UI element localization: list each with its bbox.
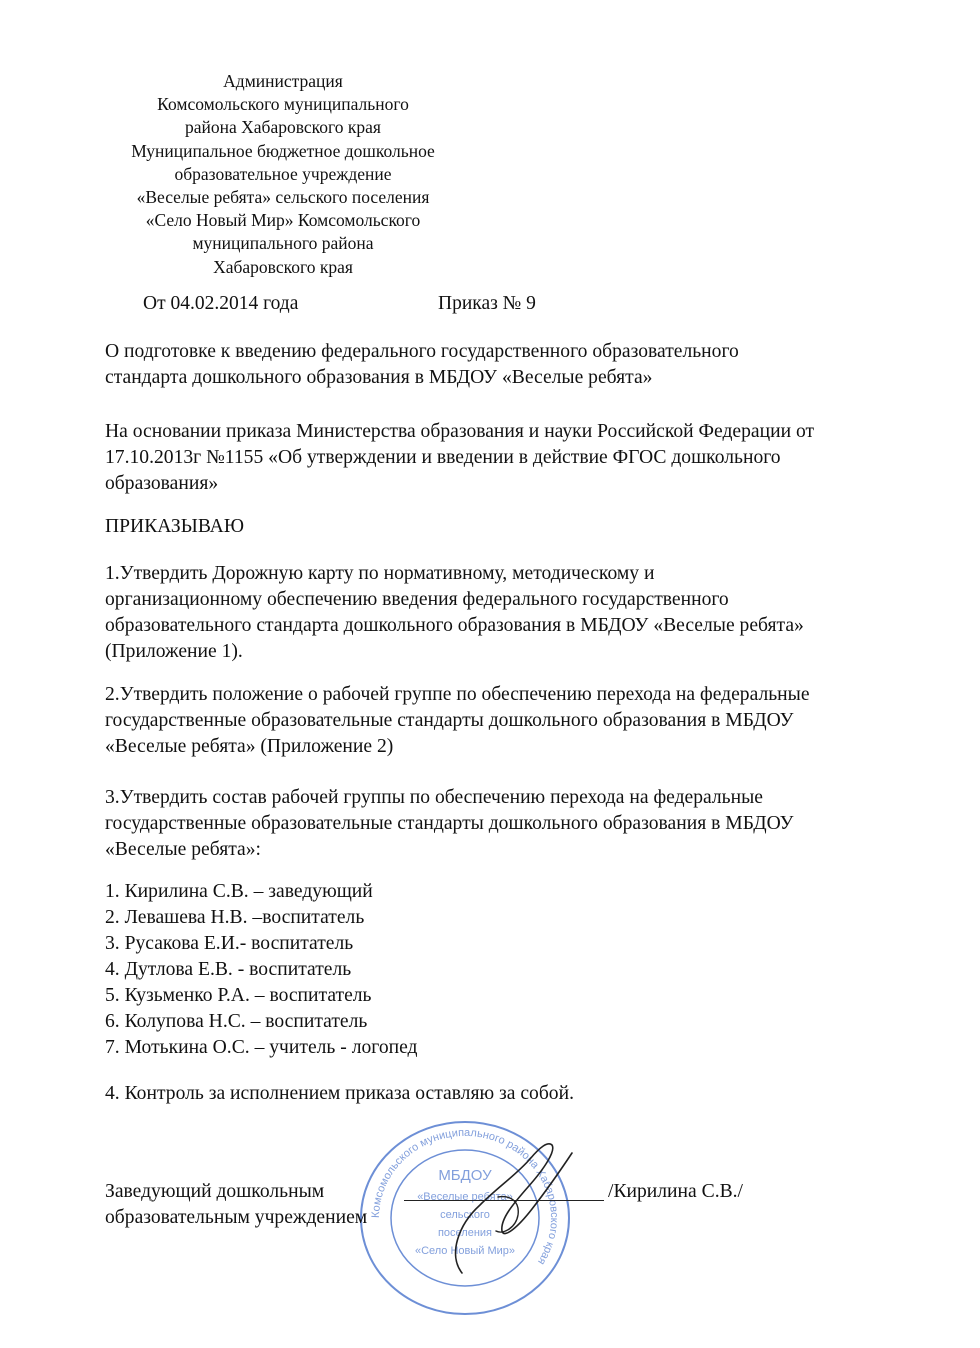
header-line: образовательное учреждение <box>174 163 392 184</box>
list-item: 2. Левашева Н.В. –воспитатель <box>105 907 365 928</box>
order-basis <box>105 419 925 497</box>
stamp-inner-line: МБДОУ <box>438 1167 492 1184</box>
list-item: 1. Кирилина С.В. – заведующий <box>105 881 373 902</box>
stamp-inner-line: поселения <box>437 1227 493 1239</box>
item-line: 1.Утвердить Дорожную карту по нормативному, методическому и <box>105 563 655 584</box>
header-line: Муниципальное бюджетное дошкольное <box>131 140 435 161</box>
subject-line: О подготовке к введению федерального государственного образовательного <box>105 341 739 362</box>
header-line: «Веселые ребята» сельского поселения <box>136 187 430 208</box>
list-item: 7. Мотькина О.С. – учитель - логопед <box>105 1037 418 1058</box>
order-date: От 04.02.2014 года <box>143 293 299 314</box>
item-line: образовательного стандарта дошкольного образования в МБДОУ «Веселые ребята» <box>105 615 804 636</box>
signatory-position <box>105 1179 367 1231</box>
list-item: 6. Колупова Н.С. – воспитатель <box>105 1011 368 1032</box>
header-line: Администрация <box>223 71 343 91</box>
item-line: государственные образовательные стандарты дошкольного образования в МБДОУ <box>105 710 794 731</box>
order-item-1 <box>105 561 925 665</box>
position-line: образовательным учреждением <box>105 1207 368 1228</box>
item-line: государственные образовательные стандарты дошкольного образования в МБДОУ <box>105 813 794 834</box>
item-line: 3.Утвердить состав рабочей группы по обеспечению перехода на федеральные <box>105 787 763 808</box>
order-word: ПРИКАЗЫВАЮ <box>105 516 244 537</box>
header-line: муниципального района <box>192 233 374 254</box>
stamp-inner-line: «Село Новый Мир» <box>414 1245 516 1257</box>
organization-header <box>108 70 458 279</box>
item-line: «Веселые ребята»: <box>105 839 261 860</box>
item-line: (Приложение 1). <box>105 641 243 662</box>
basis-line: образования» <box>105 473 219 494</box>
position-line: Заведующий дошкольным <box>105 1181 325 1202</box>
header-line: «Село Новый Мир» Комсомольского <box>145 210 421 231</box>
order-item-3 <box>105 785 925 863</box>
order-item-2 <box>105 682 925 760</box>
basis-line: На основании приказа Министерства образования и науки Российской Федерации от <box>105 421 815 442</box>
order-number: Приказ № 9 <box>438 293 536 314</box>
working-group-list <box>105 879 418 1061</box>
handwritten-signature <box>437 1135 580 1280</box>
signatory-name: /Кирилина С.В./ <box>608 1181 744 1202</box>
item-line: 2.Утвердить положение о рабочей группе по обеспечению перехода на федеральные <box>105 684 810 705</box>
header-line: района Хабаровского края <box>185 117 381 138</box>
list-item: 3. Русакова Е.И.- воспитатель <box>105 933 354 954</box>
order-item-4: 4. Контроль за исполнением приказа оставляю за собой. <box>105 1083 574 1104</box>
header-line: Хабаровского края <box>213 256 353 277</box>
header-line: Комсомольского муниципального <box>157 94 409 115</box>
stamp-outer-path: Комсомольского муниципального района Хабаровского края <box>369 1126 561 1267</box>
stamp-inner-line: «Веселые ребята» <box>417 1191 513 1203</box>
list-item: 4. Дутлова Е.В. - воспитатель <box>105 959 352 980</box>
item-line: организационному обеспечению введения федерального государственного <box>105 589 729 610</box>
basis-line: 17.10.2013г №1155 «Об утверждении и введении в действие ФГОС дошкольного <box>105 447 781 468</box>
item-line: «Веселые ребята» (Приложение 2) <box>105 736 394 757</box>
order-subject <box>105 339 925 391</box>
stamp-inner-line: сельского <box>440 1209 490 1221</box>
list-item: 5. Кузьменко Р.А. – воспитатель <box>105 985 372 1006</box>
subject-line: стандарта дошкольного образования в МБДОУ «Веселые ребята» <box>105 367 653 388</box>
